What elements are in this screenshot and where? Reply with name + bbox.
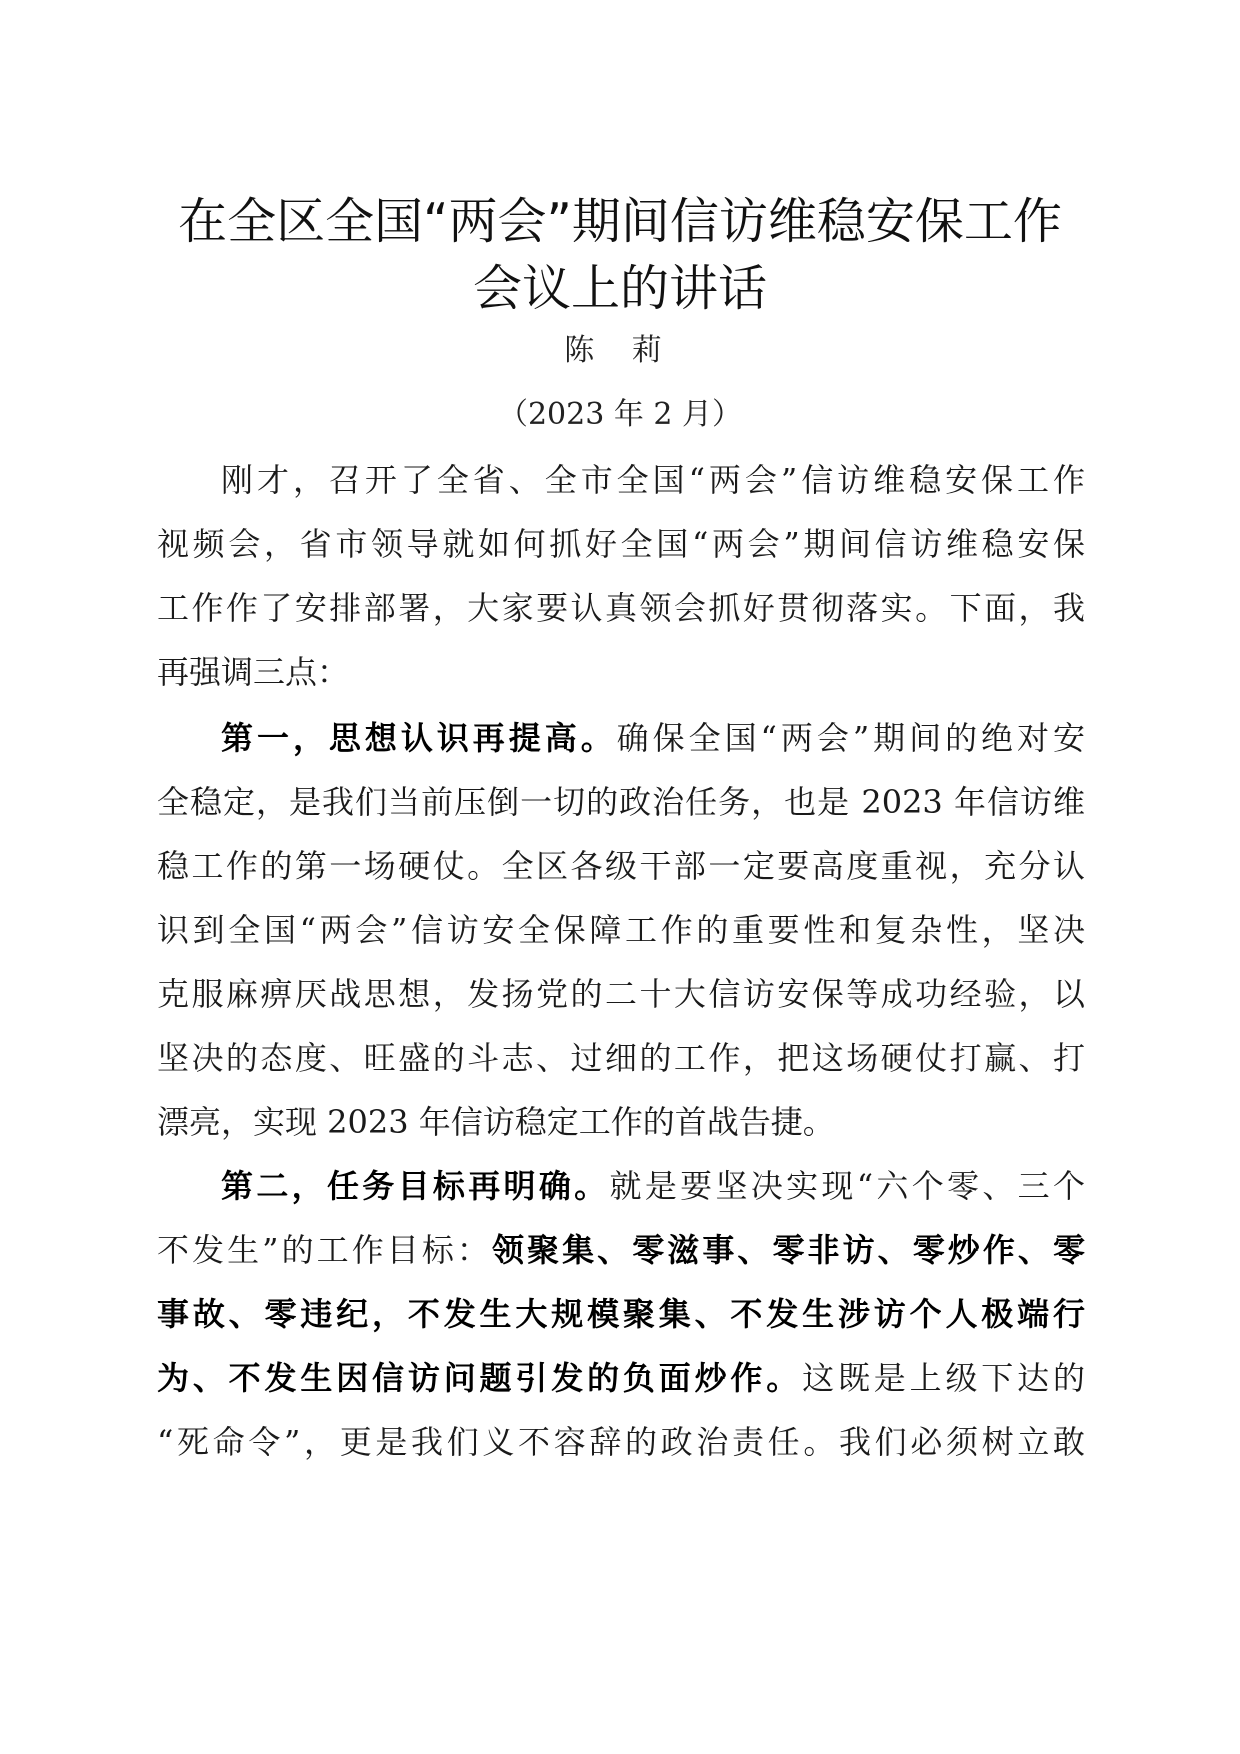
first-point-line-7: 漂亮，实现 2023 年信访稳定工作的首战告捷。 [157,1103,835,1141]
intro-line-3: 工作作了安排部署，大家要认真领会抓好贯彻落实。下面，我 [157,589,1085,627]
author-name: 陈 莉 [564,333,676,368]
second-point-line-5: “死命令”，更是我们义不容辞的政治责任。我们必须树立敢 [157,1423,1085,1461]
page-title-line-2: 会议上的讲话 [472,260,767,317]
second-point-goals-part-2: 事故、零违纪，不发生大规模聚集、不发生涉访个人极端行 [157,1295,1085,1333]
second-point-line-1 [157,1154,1085,1218]
first-point-line-6: 坚决的态度、旺盛的斗志、过细的工作，把这场硬仗打赢、打 [157,1039,1085,1077]
second-point-heading: 第二，任务目标再明确。 [221,1167,610,1205]
first-point-line-4: 识到全国“两会”信访安全保障工作的重要性和复杂性，坚决 [157,911,1085,949]
second-point-goals-part-1: 领聚集、零滋事、零非访、零炒作、零 [491,1231,1085,1269]
speech-date: （2023 年 2 月） [497,397,743,432]
second-point-line-4-text: 这既是上级下达的 [802,1359,1085,1397]
page-title-line-1: 在全区全国“两会”期间信访维稳安保工作 [178,193,1062,250]
intro-line-1: 刚才，召开了全省、全市全国“两会”信访维稳安保工作 [221,461,1085,499]
second-point-goals-part-3: 为、不发生因信访问题引发的负面炒作。 [157,1359,803,1397]
first-point-line-3: 稳工作的第一场硬仗。全区各级干部一定要高度重视，充分认 [157,847,1085,885]
second-point-line-2-text: 不发生”的工作目标： [157,1231,492,1269]
second-point-line-3 [157,1282,1085,1346]
intro-line-4: 再强调三点： [157,653,350,691]
intro-line-2: 视频会，省市领导就如何抓好全国“两会”期间信访维稳安保 [157,525,1085,563]
first-point-line-5: 克服麻痹厌战思想，发扬党的二十大信访安保等成功经验，以 [157,975,1085,1013]
second-point-line-2 [157,1218,1085,1282]
first-point-line-1-text: 确保全国“两会”期间的绝对安 [616,719,1085,757]
second-point-line-1-text: 就是要坚决实现“六个零、三个 [609,1167,1085,1205]
first-point-heading: 第一，思想认识再提高。 [221,719,617,757]
first-point-line-1 [157,706,1085,770]
first-point-line-2: 全稳定，是我们当前压倒一切的政治任务，也是 2023 年信访维 [157,783,1085,821]
second-point-line-4 [157,1346,1085,1410]
